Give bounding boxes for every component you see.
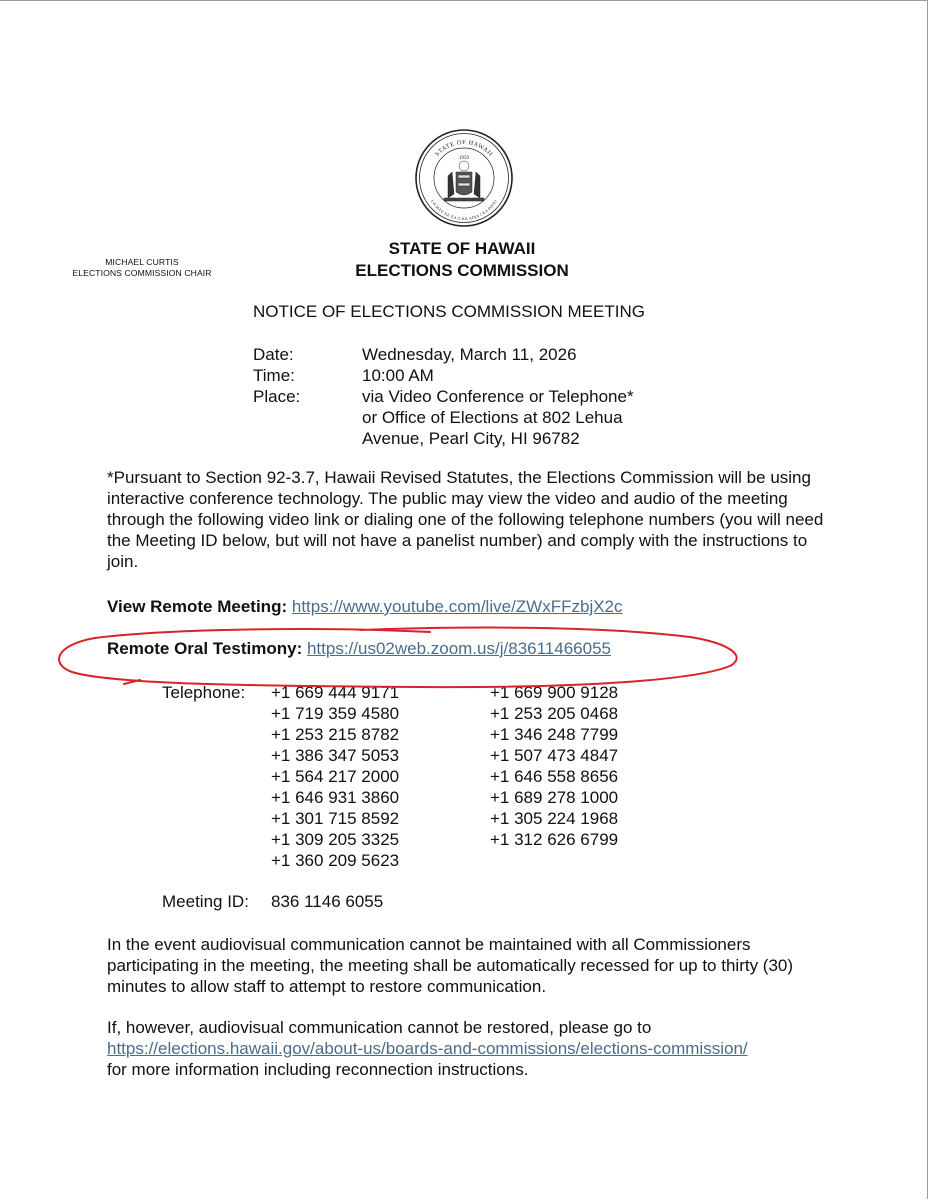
svg-text:UA MAU KE EA O KA AINA I KA PO [430,199,498,221]
recess-paragraph: In the event audiovisual communication cannot be maintained with all Commissioners participating in the meeting, the meeting shall be automatically recessed for up to thirty (30) minutes to allow staff to attempt to restore communication. [107,935,794,996]
view-meeting-label: View Remote Meeting: [107,597,288,616]
phone-number: +1 253 215 8782 [271,725,400,744]
phone-number: +1 564 217 2000 [271,767,400,786]
seal-motto: UA MAU KE EA O KA AINA I KA PONO [430,198,498,222]
place-line: Avenue, Pearl City, HI 96782 [362,429,580,448]
restore-text: If, however, audiovisual communication cannot be restored, please go to [107,1018,652,1037]
phone-number: +1 253 205 0468 [490,704,619,723]
phone-number: +1 386 347 5053 [271,746,400,765]
meeting-id-value: 836 1146 6055 [271,892,384,911]
phone-number: +1 669 444 9171 [271,683,400,702]
commission-website-link[interactable]: https://elections.hawaii.gov/about-us/boards-and-commissions/elections-commission/ [107,1039,748,1058]
chair-name: MICHAEL CURTIS [105,257,179,267]
phone-number: +1 507 473 4847 [490,746,619,765]
restore-text-after: for more information including reconnection instructions. [107,1060,529,1079]
place-line: or Office of Elections at 802 Lehua [362,408,623,427]
chair-block [60,257,224,279]
phone-number: +1 669 900 9128 [490,683,619,702]
phone-number: +1 719 359 4580 [271,704,400,723]
date-value: Wednesday, March 11, 2026 [362,345,577,364]
phone-number: +1 689 278 1000 [490,788,619,807]
restore-paragraph [107,1017,827,1080]
youtube-link[interactable]: https://www.youtube.com/live/ZWxFFzbjX2c [291,597,623,616]
state-name: STATE OF HAWAII [388,239,536,258]
oral-testimony-line [107,639,611,659]
place-label: Place: [253,387,301,406]
meeting-details [253,344,634,449]
agency-heading [300,238,624,282]
seal-year: 1959 [459,156,469,161]
phone-number: +1 309 205 3325 [271,830,400,849]
view-meeting-line [107,597,623,617]
phone-number: +1 301 715 8592 [271,809,400,828]
phone-column-2 [490,682,618,871]
time-value: 10:00 AM [362,366,434,385]
phone-number: +1 305 224 1968 [490,809,619,828]
telephone-section [162,682,618,871]
chair-title: ELECTIONS COMMISSION CHAIR [72,268,212,278]
telephone-label: Telephone: [162,683,246,702]
place-line: via Video Conference or Telephone* [362,387,634,406]
seal-top-text: STATE OF HAWAII [433,138,495,158]
state-seal [414,128,514,228]
zoom-link[interactable]: https://us02web.zoom.us/j/83611466055 [306,639,611,658]
commission-name: ELECTIONS COMMISSION [355,261,569,280]
meeting-id-line [162,892,383,912]
phone-number: +1 312 626 6799 [490,830,619,849]
time-label: Time: [253,366,295,385]
phone-number: +1 346 248 7799 [490,725,619,744]
intro-paragraph: *Pursuant to Section 92-3.7, Hawaii Revised Statutes, the Elections Commission will be using interactive conference technology. The public may view the video and audio of the meeting through the following video link or dialing one of the following telephone numbers (you will need the Meeting ID below, but will not have a panelist number) and comply with the instructions to join. [107,468,824,571]
notice-title: NOTICE OF ELECTIONS COMMISSION MEETING [253,302,645,321]
phone-number: +1 646 558 8656 [490,767,619,786]
date-label: Date: [253,345,294,364]
phone-column-1 [271,682,490,871]
phone-number: +1 646 931 3860 [271,788,400,807]
oral-testimony-label: Remote Oral Testimony: [107,639,303,658]
phone-number: +1 360 209 5623 [271,851,400,870]
meeting-id-label: Meeting ID: [162,892,249,911]
